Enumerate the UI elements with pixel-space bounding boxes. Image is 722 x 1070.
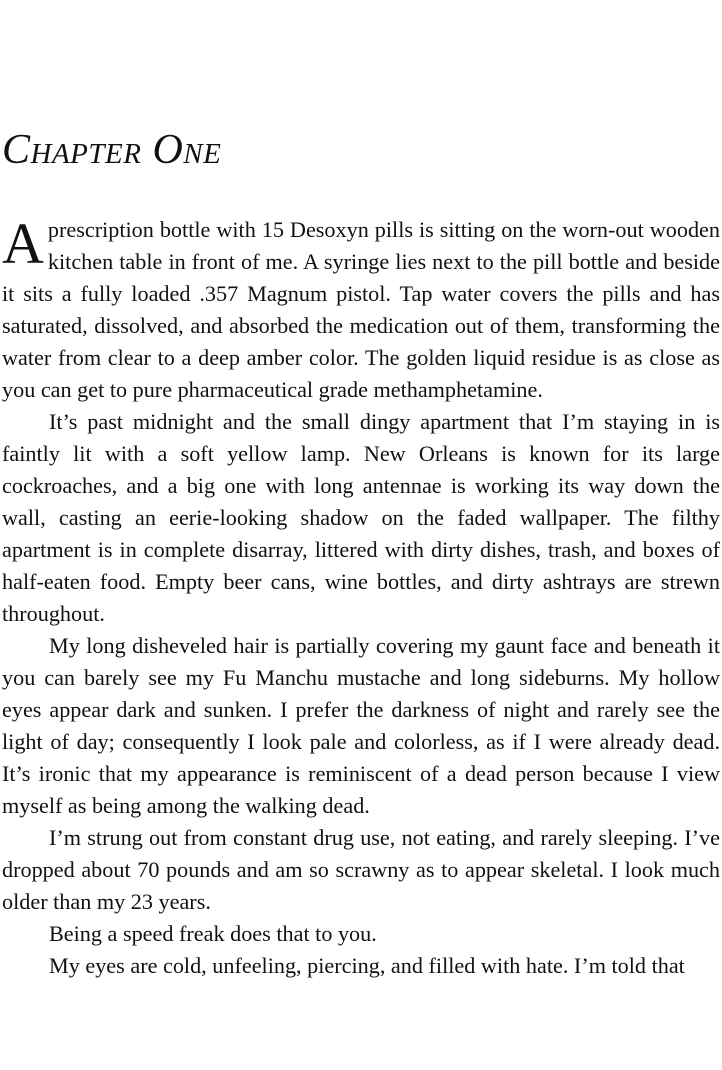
paragraph-3: My long disheveled hair is partially covering my gaunt face and beneath it you can barely see my Fu Manchu mustache and long sideburns. My hollow eyes appear dark and sunken. I prefer the darkness of night and rarely see the light of day; consequently I look pale and colorless, as if I were already dead. It’s ironic that my appearance is reminiscent of a dead person because I view myself as being among the walking dead. (2, 633, 720, 818)
paragraph-2: It’s past midnight and the small dingy apartment that I’m staying in is faintly lit with a soft yellow lamp. New Orleans is known for its large cockroaches, and a big one with long antennae is working its way down the wall, casting an eerie-looking shadow on the faded wallpaper. The filthy apartment is in complete disarray, littered with dirty dishes, trash, and boxes of half-eaten food. Empty beer cans, wine bottles, and dirty ashtrays are strewn throughout. (2, 409, 720, 626)
paragraph-4: I’m strung out from constant drug use, not eating, and rarely sleeping. I’ve dropped about 70 pounds and am so scrawny as to appear skeletal. I look much older than my 23 years. (2, 825, 720, 914)
chapter-title: Chapter One (2, 127, 222, 173)
paragraph-1 (2, 211, 720, 406)
chapter-body (2, 211, 720, 982)
paragraph-5: Being a speed freak does that to you. (49, 921, 377, 946)
paragraph-1-text: prescription bottle with 15 Desoxyn pills is sitting on the worn-out wooden kitchen table in front of me. A syringe lies next to the pill bottle and beside it sits a fully loaded .357 Magnum pistol. Tap water covers the pills and has saturated, dissolved, and absorbed the medication out of them, transforming the water from clear to a deep amber color. The golden liquid residue is as close as you can get to pure pharmaceutical grade methamphetamine. (2, 217, 720, 402)
drop-cap-initial: A (2, 211, 44, 276)
paragraph-6: My eyes are cold, unfeeling, piercing, and filled with hate. I’m told that (49, 953, 685, 978)
